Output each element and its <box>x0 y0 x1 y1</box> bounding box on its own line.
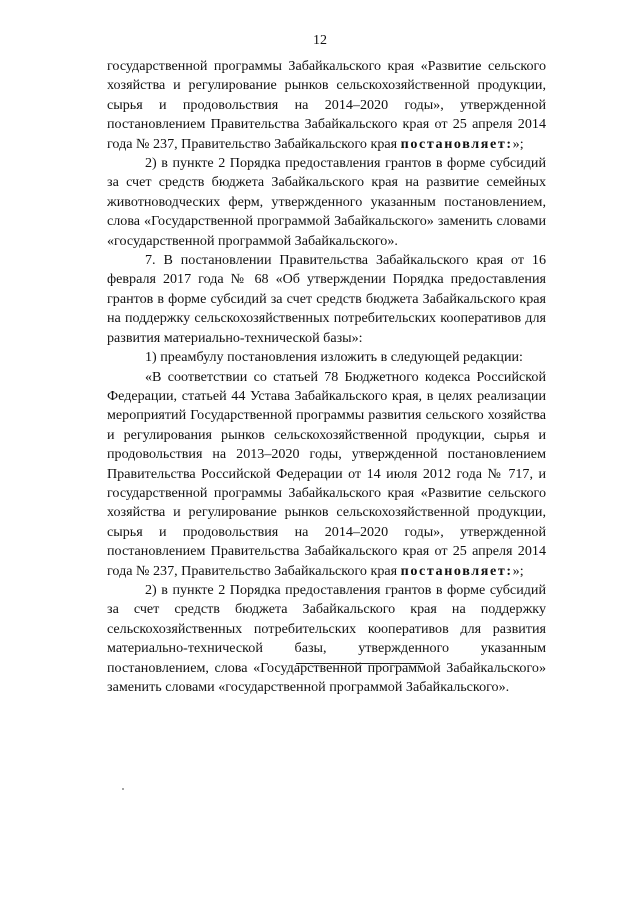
paragraph-1-continuation <box>107 57 546 154</box>
document-body <box>107 57 546 697</box>
emphasis-postanovlyaet: постановляет: <box>400 562 513 579</box>
paragraph-text: «В соответствии со статьей 78 Бюджетного кодекса Российской Федерации, статьей 44 Устава Забайкальского края, в целях реализации мероприятий Государственной программы развития сельского хозяйства и регулирования рынков сельскохозяйственной продукции, сырья и продовольствия на 2013–2020 годы, утвержденной постановлением Правительства Российской Федерации от 14 июля 2012 года № 717, и государственной программы Забайкальского края «Развитие сельского хозяйства и регулирование рынков сельскохозяйственной продукции, сырья и продовольствия на 2014–2020 годы», утвержденной постановлением Правительства Забайкальского края от 25 апреля 2014 года № 237, Правительство Забайкальского края <box>107 368 546 579</box>
paragraph-quoted-preamble <box>107 368 546 581</box>
paragraph-item-1-preamble: 1) преамбулу постановления изложить в следующей редакции: <box>145 349 523 366</box>
paragraph-item-2-family-farms: 2) в пункте 2 Порядка предоставления грантов в форме субсидий за счет средств бюджета Забайкальского края на развитие семейных животноводческих ферм, утвержденного указанным постановлением, слова «Государственной программой Забайкальского» заменить словами «государственной программой Забайкальского». <box>107 155 546 249</box>
paragraph-tail: »; <box>512 562 524 579</box>
emphasis-postanovlyaet: постановляет: <box>400 135 513 152</box>
paragraph-text: государственной программы Забайкальского края «Развитие сельского хозяйства и регулирование рынков сельскохозяйственной продукции, сырья и продовольствия на 2014–2020 годы», утвержденной постановлением Правительства Забайкальского края от 25 апреля 2014 года № 237, Правительство Забайкальского края <box>107 58 546 152</box>
paragraph-item-2-cooperatives: 2) в пункте 2 Порядка предоставления грантов в форме субсидий за счет средств бюджета Забайкальского края на поддержку сельскохозяйственных потребительских кооперативов для развития материально-технической базы, утвержденного указанным постановлением, слова «Государственной программой Забайкальского» заменить словами «государственной программой Забайкальского». <box>107 581 546 695</box>
scan-speck <box>122 788 124 790</box>
closing-divider-line <box>296 663 424 664</box>
paragraph-tail: »; <box>512 135 524 152</box>
page-number: 12 <box>313 33 327 48</box>
paragraph-section-7: 7. В постановлении Правительства Забайкальского края от 16 февраля 2017 года № 68 «Об утверждении Порядка предоставления грантов в форме субсидий за счет средств бюджета Забайкальского края на поддержку сельскохозяйственных потребительских кооперативов для развития материально-технической базы»: <box>107 252 546 346</box>
